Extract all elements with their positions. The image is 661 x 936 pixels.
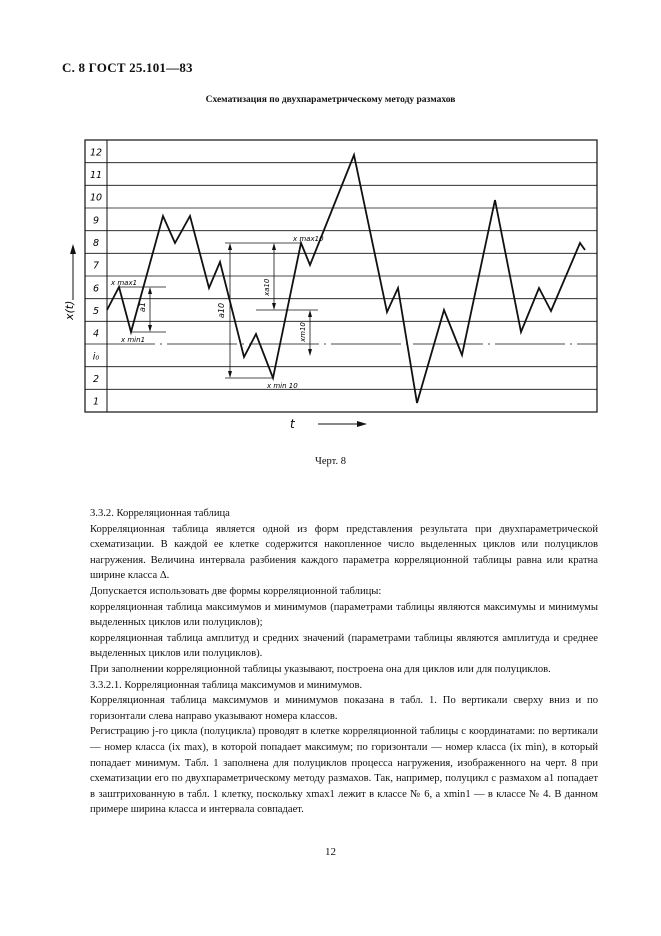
xmax10-label: x max10: [293, 235, 324, 243]
xmin1-label: x min1: [121, 336, 146, 344]
a10-helpers: [225, 243, 318, 378]
paragraph: корреляционная таблица максимумов и минимумов (параметрами таблицы являются максимумы и минимумы выделенных циклов или полуциклов);: [90, 601, 598, 629]
paragraph: корреляционная таблица амплитуд и средних значений (параметрами таблицы являются амплитуда и среднее выделенных циклов или полуциклов).: [90, 632, 598, 660]
paragraph: Корреляционная таблица является одной из форм представления результата при двухпараметрической схематизации. В каждой ее клетке содержится накопленное число выделенных циклов или полуциклов нагружения. Величина интервала разбиения каждого параметра корреляционной таблицы равна или кратна ширине класса Δ.: [90, 523, 598, 582]
y-tick-label: 1: [92, 396, 100, 408]
figure-chart: [0, 0, 661, 450]
y-tick-label: 10: [89, 192, 103, 204]
loading-signal: [107, 155, 585, 403]
xm10-label: xm10: [299, 322, 307, 342]
y-tick-label: 5: [92, 306, 100, 318]
a1-label: a1: [138, 302, 147, 312]
body-text: [90, 506, 598, 818]
paragraph: При заполнении корреляционной таблицы указывают, построена она для циклов или для полуциклов.: [90, 663, 551, 675]
y-tick-labels: [90, 147, 102, 407]
paragraph: Корреляционная таблица максимумов и минимумов показана в табл. 1. По вертикали сверху вниз и по горизонтали слева направо указывают номера классов.: [90, 695, 598, 722]
x-axis-label: t: [290, 417, 295, 431]
y-tick-label: 7: [92, 260, 100, 272]
y-tick-label: 9: [92, 215, 100, 227]
x-axis-arrow-head: [357, 421, 367, 427]
paragraph: 3.3.2.1. Корреляционная таблица максимумов и минимумов.: [90, 679, 363, 691]
y-tick-label: 12: [89, 147, 103, 159]
page-number: 12: [325, 846, 336, 858]
paragraph: Допускается использовать две формы корреляционной таблицы:: [90, 585, 382, 597]
class-lines: [85, 163, 597, 390]
paragraph: 3.3.2. Корреляционная таблица: [90, 508, 230, 519]
y-axis-label: x(t): [63, 300, 76, 320]
y-tick-label: 6: [92, 283, 100, 295]
y-tick-label: 4: [92, 328, 100, 340]
xa10-label: xa10: [263, 278, 271, 296]
xmax1-label: x max1: [111, 279, 138, 287]
y-tick-label: i₀: [92, 351, 100, 363]
y-tick-label: 8: [92, 238, 100, 250]
figure-title: Схематизация по двухпараметрическому методу размахов: [205, 95, 456, 105]
y-axis-arrow-head: [70, 244, 76, 254]
page-header: С. 8 ГОСТ 25.101—83: [62, 60, 193, 75]
xmin10-label: x min 10: [267, 382, 298, 390]
y-tick-label: 11: [89, 170, 103, 182]
paragraph: Регистрацию j-го цикла (полуцикла) проводят в клетке корреляционной таблицы с координатами: по вертикали — номер класса (ix max), в которой попадает максимум; по горизонтали — номер класса (ix min), в который попадает минимум. Табл. 1 заполнена для полуциклов процесса нагружения, изображенного на черт. 8 при схематизации его по двухпараметрическому методу размахов. Так, например, полуцикл с размахом a1 попадает в заштрихованную в табл. 1 клетку, поскольку xmax1 лежит в классе № 6, а xmin1 — в классе № 4. В данном примере ширина класса и интервала совпадает.: [90, 726, 598, 816]
y-tick-label: 2: [92, 374, 100, 386]
figure-caption: Черт. 8: [315, 456, 346, 467]
a10-label: a10: [217, 302, 226, 318]
